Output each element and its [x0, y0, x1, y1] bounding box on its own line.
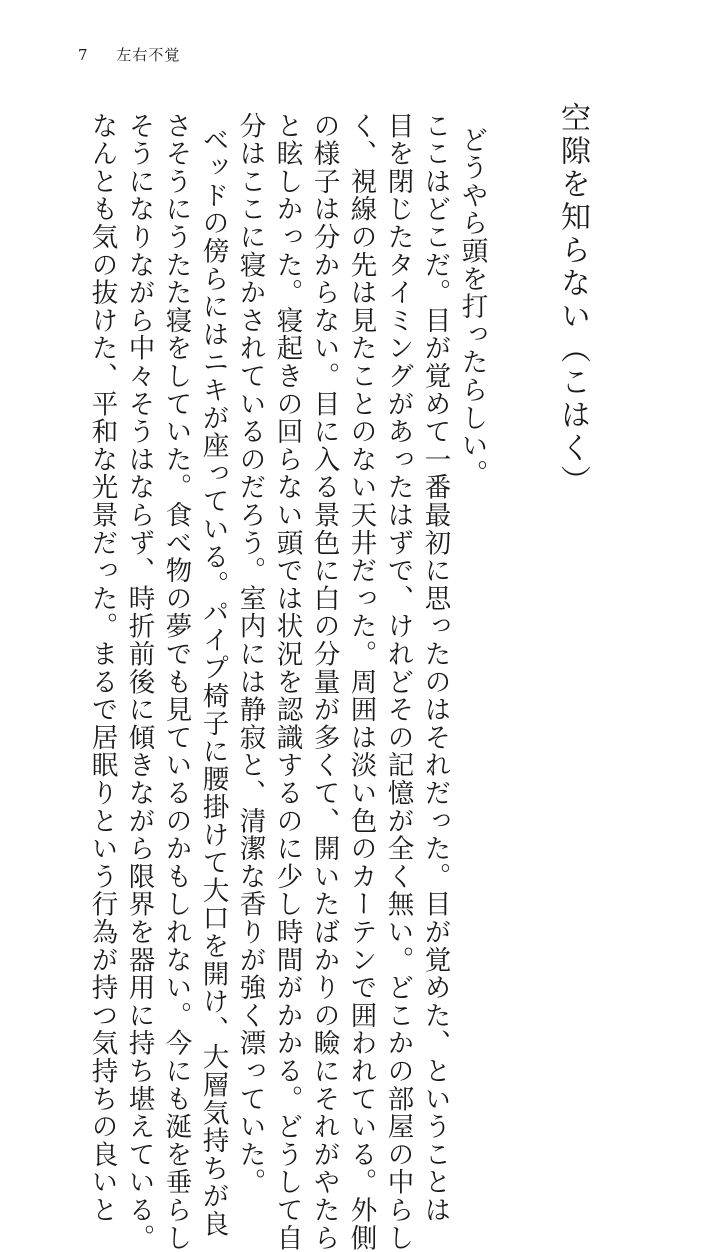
body-line: さそうにうたた寝をしていた。食べ物の夢でも見ているのかもしれない。今にも涎を垂らし: [160, 112, 192, 1252]
body-line: どうやら頭を打ったらしい。: [456, 126, 488, 488]
body-line: ここはどこだ。目が覚めて一番最初に思ったのはそれだった。目が覚めた、ということは: [419, 112, 451, 1224]
body-line: 目を閉じたタイミングがあったはずで、けれどその記憶が全く無い。どこかの部屋の中らし: [382, 112, 414, 1252]
body-line: 分はここに寝かされているのだろう。室内には静寂と、清潔な香りが強く漂っていた。: [234, 112, 266, 1197]
running-title: 左右不覚: [116, 46, 181, 64]
body-line: そうになりながら中々そうはならず、時折前後に傾きながら限界を器用に持ち堪えている。: [123, 112, 155, 1252]
body-line: と眩しかった。寝起きの回らない頭では状況を認識するのに少し時間がかかる。どうして自: [271, 112, 303, 1252]
chapter-title: 空隙を知らない（こはく）: [555, 102, 590, 498]
page-number: 7: [78, 46, 89, 64]
body-line: なんとも気の抜けた、平和な光景だった。まるで居眠りという行為が持つ気持ちの良いと: [86, 112, 118, 1224]
running-header: [78, 44, 180, 65]
body-line: く、視線の先は見たことのない天井だった。周囲は淡い色のカーテンで囲われている。外側: [345, 112, 377, 1252]
body-line: ベッドの傍らにはニキが座っている。パイプ椅子に腰掛けて大口を開け、大層気持ちが良: [197, 126, 229, 1238]
body-line: の様子は分からない。目に入る景色に白の分量が多くて、開いたばかりの瞼にそれがやたら: [308, 112, 340, 1252]
